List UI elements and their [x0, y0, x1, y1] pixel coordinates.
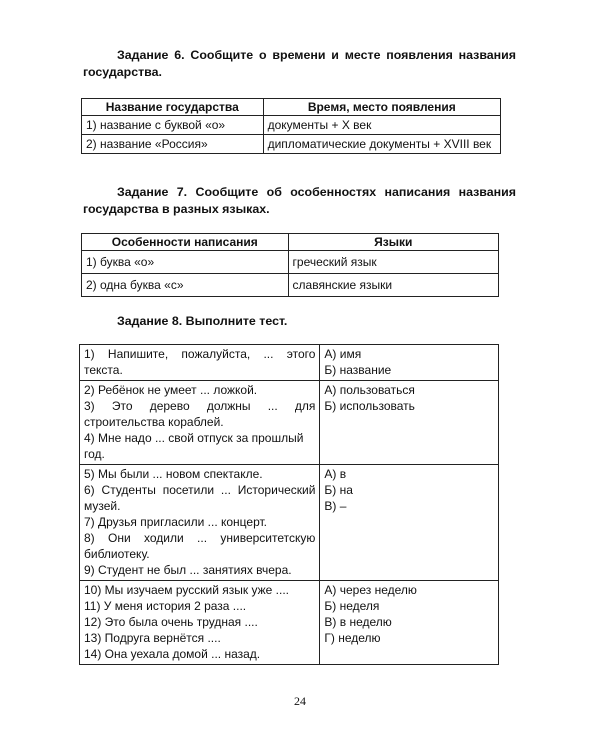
- question-cell: [80, 465, 320, 581]
- task8-table: [79, 344, 499, 665]
- answer-option: А) в: [324, 467, 347, 481]
- question-text: 10) Мы изучаем русский язык уже ....: [84, 583, 289, 597]
- question-text: 7) Друзья пригласили ... концерт.: [84, 515, 268, 529]
- question-text: 14) Она уехала домой ... назад.: [84, 647, 261, 661]
- question-text: 4) Мне надо ... свой отпуск за прошлый год.: [84, 431, 304, 461]
- table-row: [82, 251, 499, 274]
- table-cell: 2) название «Россия»: [82, 135, 264, 154]
- answer-option: Б) неделя: [324, 599, 380, 613]
- table-row: [82, 116, 501, 135]
- table-row: [80, 581, 499, 665]
- table-row: [80, 381, 499, 465]
- options-cell: [320, 381, 499, 465]
- question-text: 13) Подруга вернётся ....: [84, 631, 221, 645]
- answer-option: Г) неделю: [324, 631, 381, 645]
- question-text: 9) Студент не был ... занятиях вчера.: [84, 563, 292, 577]
- options-cell: [320, 465, 499, 581]
- question-text: 11) У меня история 2 раза ....: [84, 599, 247, 613]
- table-header-row: [82, 99, 501, 116]
- answer-option: Б) на: [324, 483, 353, 497]
- question-text: 3) Это дерево должны ... для строительства кораблей.: [84, 399, 316, 429]
- task7-table: [81, 233, 499, 297]
- table-cell: 1) название с буквой «о»: [82, 116, 264, 135]
- question-cell: [80, 345, 320, 381]
- question-cell: [80, 381, 320, 465]
- question-cell: [80, 581, 320, 665]
- table-cell: славянские языки: [288, 274, 498, 297]
- answer-option: Б) использовать: [324, 399, 415, 413]
- options-cell: [320, 581, 499, 665]
- options-cell: [320, 345, 499, 381]
- question-text: 8) Они ходили ... университетскую библиотеку.: [84, 531, 316, 561]
- table-header-row: [82, 234, 499, 251]
- page-number: 24: [294, 694, 306, 708]
- column-header: Время, место появления: [263, 99, 500, 116]
- table-row: [80, 465, 499, 581]
- question-text: 12) Это была очень трудная ....: [84, 615, 258, 629]
- column-header: Особенности написания: [82, 234, 289, 251]
- column-header: Название государства: [82, 99, 264, 116]
- table-row: [80, 345, 499, 381]
- answer-option: Б) название: [324, 363, 392, 377]
- answer-option: В) –: [324, 499, 347, 513]
- answer-option: А) пользоваться: [324, 383, 415, 397]
- task8-heading: Задание 8. Выполните тест.: [117, 314, 288, 328]
- table-cell: дипломатические документы + XVIII век: [263, 135, 500, 154]
- task6-heading: Задание 6. Сообщите о времени и месте появления названия государства.: [83, 48, 516, 79]
- answer-option: А) через неделю: [324, 583, 417, 597]
- task7-heading: Задание 7. Сообщите об особенностях написания названия государства в разных языках.: [83, 185, 516, 216]
- task6-table: [81, 98, 501, 154]
- question-text: 1) Напишите, пожалуйста, ... этого текста.: [84, 347, 316, 377]
- table-cell: документы + Х век: [263, 116, 500, 135]
- question-text: 6) Студенты посетили ... Исторический музей.: [84, 483, 316, 513]
- column-header: Языки: [288, 234, 498, 251]
- answer-option: А) имя: [324, 347, 362, 361]
- question-text: 2) Ребёнок не умеет ... ложкой.: [84, 383, 258, 397]
- table-cell: греческий язык: [288, 251, 498, 274]
- question-text: 5) Мы были ... новом спектакле.: [84, 467, 263, 481]
- answer-option: В) в неделю: [324, 615, 392, 629]
- table-row: [82, 274, 499, 297]
- table-cell: 2) одна буква «с»: [82, 274, 289, 297]
- table-cell: 1) буква «о»: [82, 251, 289, 274]
- table-row: [82, 135, 501, 154]
